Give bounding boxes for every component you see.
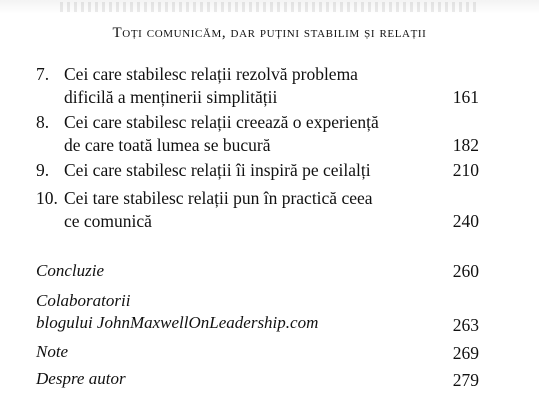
- chapter-title-line-1: Cei care stabilesc relații creează o experiență: [64, 112, 379, 132]
- page-number: 263: [452, 315, 479, 335]
- page-number: 269: [452, 343, 479, 363]
- toc-notes: Note: [36, 342, 69, 361]
- page-number: 260: [452, 261, 479, 281]
- toc-about-author: Despre autor: [36, 369, 126, 388]
- running-header: Toți comunicăm, dar puțini stabilim și relații: [112, 25, 427, 41]
- chapter-title-line-2: ce comunică: [64, 211, 152, 231]
- chapter-title-line-2: de care toată lumea se bucură: [64, 135, 271, 155]
- chapter-title-line-1: Cei care stabilesc relații rezolvă problema: [64, 64, 358, 84]
- page-number: 279: [452, 370, 479, 390]
- chapter-number: 7.: [36, 64, 50, 84]
- chapter-title-line-1: Cei tare stabilesc relații pun în practică ceea: [64, 188, 373, 208]
- chapter-number: 9.: [36, 160, 50, 180]
- toc-contributors: Colaboratorii: [36, 291, 131, 310]
- chapter-number: 10.: [36, 188, 58, 208]
- show-through-texture: [60, 2, 480, 12]
- page-number: 161: [452, 87, 479, 107]
- toc-contributors-line-2: blogului JohnMaxwellOnLeadership.com: [36, 313, 319, 332]
- chapter-number: 8.: [36, 112, 50, 132]
- toc-conclusion: Concluzie: [36, 261, 104, 280]
- page-number: 240: [452, 211, 479, 231]
- chapter-title-line-1: Cei care stabilesc relații îi inspiră pe ceilalți: [64, 160, 371, 180]
- chapter-title-line-2: dificilă a menținerii simplității: [64, 87, 278, 107]
- page-number: 210: [452, 160, 479, 180]
- page-number: 182: [452, 135, 479, 155]
